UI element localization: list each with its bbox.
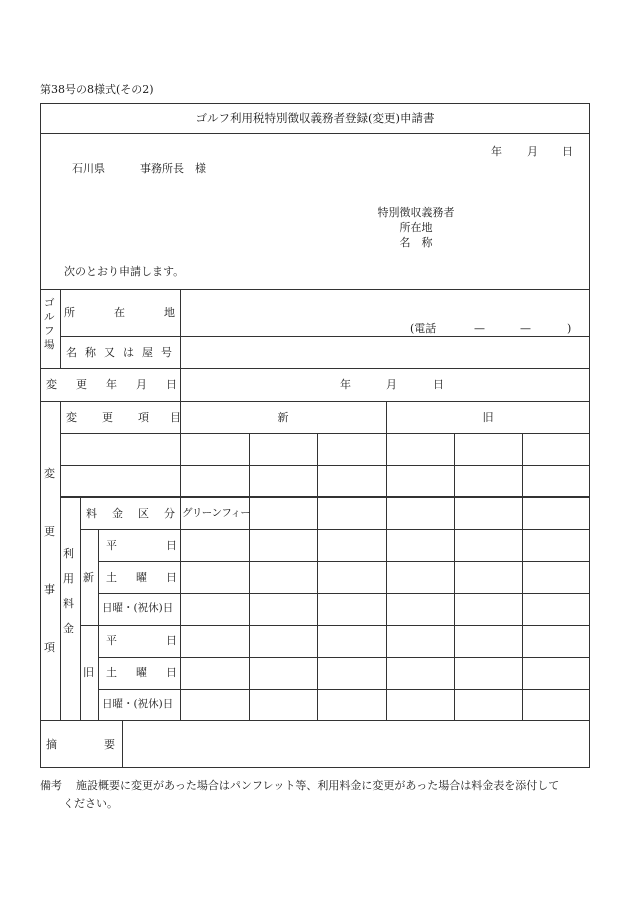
applicant-address-label: 所在地	[399, 221, 433, 234]
fees-old-group-label: 旧	[83, 666, 94, 679]
notes-label: 備考	[40, 779, 62, 792]
addressee-office: 事務所長 様	[140, 162, 206, 175]
golf-phone-dash-1: —	[474, 322, 485, 335]
golf-phone-close: )	[567, 322, 572, 335]
fee-category-value: グリーンフィー	[182, 507, 251, 519]
form-number: 第38号の8様式(その2)	[40, 83, 154, 96]
form-title: ゴルフ利用税特別徴収義務者登録(変更)申請書	[195, 111, 435, 125]
notes-text-continued: ください。	[63, 797, 118, 810]
fees-new-group-label: 新	[83, 571, 94, 584]
request-text: 次のとおり申請します。	[64, 265, 185, 278]
fees-group-label: 利 用 料 金	[63, 547, 74, 635]
applicant-label: 特別徴収義務者	[377, 206, 455, 219]
new-column-header: 新	[277, 411, 289, 424]
change-items-group-label: 変 更 事 項	[44, 467, 55, 654]
change-date-day: 日	[433, 378, 444, 391]
date-year-label: 年	[491, 145, 502, 158]
change-date-month: 月	[386, 378, 397, 391]
addressee-prefecture: 石川県	[72, 162, 105, 175]
golf-course-group-label: ゴ ル フ 場	[44, 297, 55, 351]
date-day-label: 日	[562, 145, 573, 158]
old-column-header: 旧	[482, 411, 494, 424]
applicant-name-label: 名 称	[399, 236, 433, 249]
change-date-year: 年	[340, 378, 351, 391]
golf-phone-label: (電話	[410, 322, 437, 335]
notes-text: 施設概要に変更があった場合はパンフレット等、利用料金に変更があった場合は料金表を添付して	[76, 779, 560, 792]
new-holiday-label: 日曜・(祝休)日	[102, 602, 174, 614]
old-holiday-label: 日曜・(祝休)日	[102, 698, 174, 710]
golf-phone-dash-2: —	[520, 322, 531, 335]
date-month-label: 月	[527, 145, 538, 158]
